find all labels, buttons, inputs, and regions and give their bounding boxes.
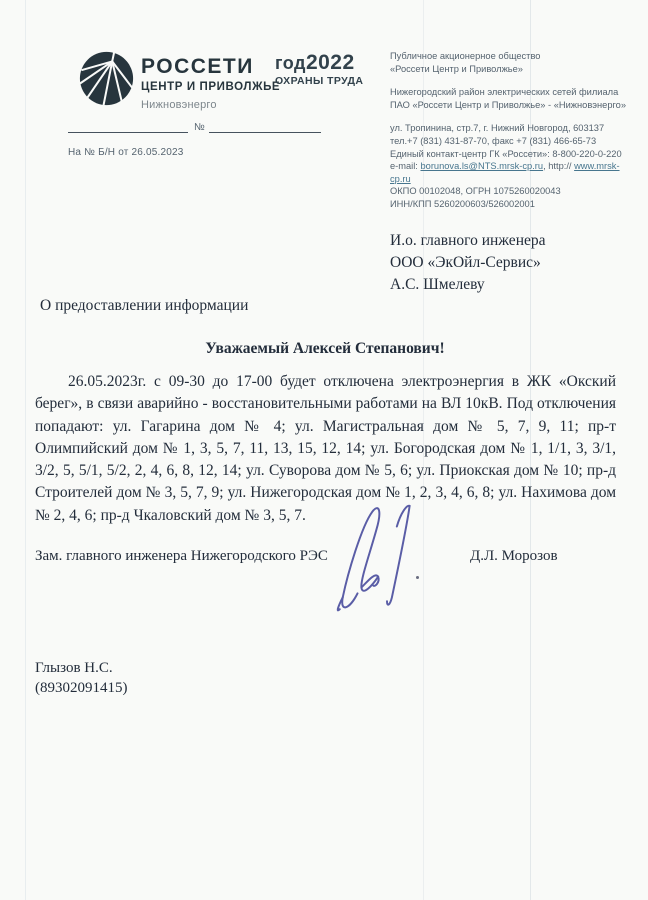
year-badge-year: 2022 — [305, 51, 355, 74]
org-name-line1: Публичное акционерное общество — [390, 51, 541, 61]
email-link[interactable]: borunova.ls@NTS.mrsk-cp.ru — [420, 161, 544, 172]
phone-fax-line: тел.+7 (831) 431-87-70, факс +7 (831) 466-65-73 — [390, 135, 597, 146]
handwritten-signature — [328, 498, 446, 618]
branch-name-line2: ПАО «Россети Центр и Приволжье» - «Нижновэнерго» — [390, 99, 627, 110]
signer-position: Зам. главного инженера Нижегородского РЭС — [35, 548, 328, 564]
executor-name: Глызов Н.С. — [35, 660, 113, 676]
year-badge-subtitle: ОХРАНЫ ТРУДА — [275, 75, 364, 87]
address-line: ул. Тропинина, стр.7, г. Нижний Новгород, 603137 — [390, 123, 605, 134]
website-link[interactable]: www.mrsk-cp.ru — [390, 161, 620, 184]
date-blank-underline — [68, 121, 188, 133]
logo-text-block — [141, 56, 280, 111]
inn-kpp-line: ИНН/КПП 5260200603/526002001 — [390, 198, 535, 209]
number-blank-underline — [209, 121, 321, 133]
addressee-position: И.о. главного инженера — [390, 232, 546, 249]
signature-period-dot — [416, 576, 419, 579]
signer-name: Д.Л. Морозов — [470, 548, 558, 564]
addressee-name: А.С. Шмелеву — [390, 276, 485, 293]
logo-branch: Нижновэнерго — [141, 98, 217, 111]
letter-body: 26.05.2023г. с 09-30 до 17-00 будет отключена электроэнергия в ЖК «Окский берег», в связи аварийно - восстановительными работами на ВЛ 10кВ. Под отключения попадают: ул. Гагарина дом № 4; ул. Магистральная дом № 5, 7, 9, 11; пр-т Олимпийский дом № 1, 3, 5, 7, 11, 13, 15, 12, 14; ул. Богородская дом № 1, 1/1, 3, 3/1, 3/2, 5, 5/1, 5/2, 2, 4, 6, 8, 12, 14; ул. Суворова дом № 5, 6; ул. Приокская дом № 10; пр-д Строителей дом № 3, 5, 7, 9; ул. Нижегородская дом № 1, 2, 3, 4, 6, 8; ул. Нахимова дом № 2, 4, 6; пр-д Чкаловский дом № 3, 5, 7. — [35, 373, 616, 524]
email-prefix: e-mail: — [390, 161, 421, 172]
logo-division: ЦЕНТР И ПРИВОЛЖЬЕ — [141, 81, 281, 93]
addressee-company: ООО «ЭкОйл-Сервис» — [390, 254, 541, 271]
scan-artifact-line — [25, 0, 26, 900]
rosseti-logo-icon — [78, 50, 135, 107]
contact-center-line: Единый контакт-центр ГК «Россети»: 8-800-220-0-220 — [390, 148, 622, 159]
executor-phone: (89302091415) — [35, 680, 128, 696]
company-requisites — [390, 50, 635, 222]
reply-reference-line: На № Б/Н от 26.05.2023 — [68, 147, 184, 158]
okpo-ogrn-line: ОКПО 00102048, ОГРН 1075260020043 — [390, 186, 561, 197]
subject-line: О предоставлении информации — [40, 297, 249, 314]
number-sign: № — [194, 122, 205, 133]
logo-brand: РОССЕТИ — [141, 55, 254, 78]
addressee-block — [390, 230, 546, 296]
email-separator: , http:// — [543, 161, 575, 172]
salutation: Уважаемый Алексей Степанович! — [205, 340, 445, 357]
branch-name-line1: Нижегородский район электрических сетей филиала — [390, 87, 619, 98]
org-name-line2: «Россети Центр и Приволжье» — [390, 63, 523, 74]
year-2022-badge — [275, 52, 363, 87]
year-badge-word: год — [275, 53, 306, 73]
email-website-line — [390, 160, 635, 185]
outgoing-number-line — [68, 121, 328, 133]
